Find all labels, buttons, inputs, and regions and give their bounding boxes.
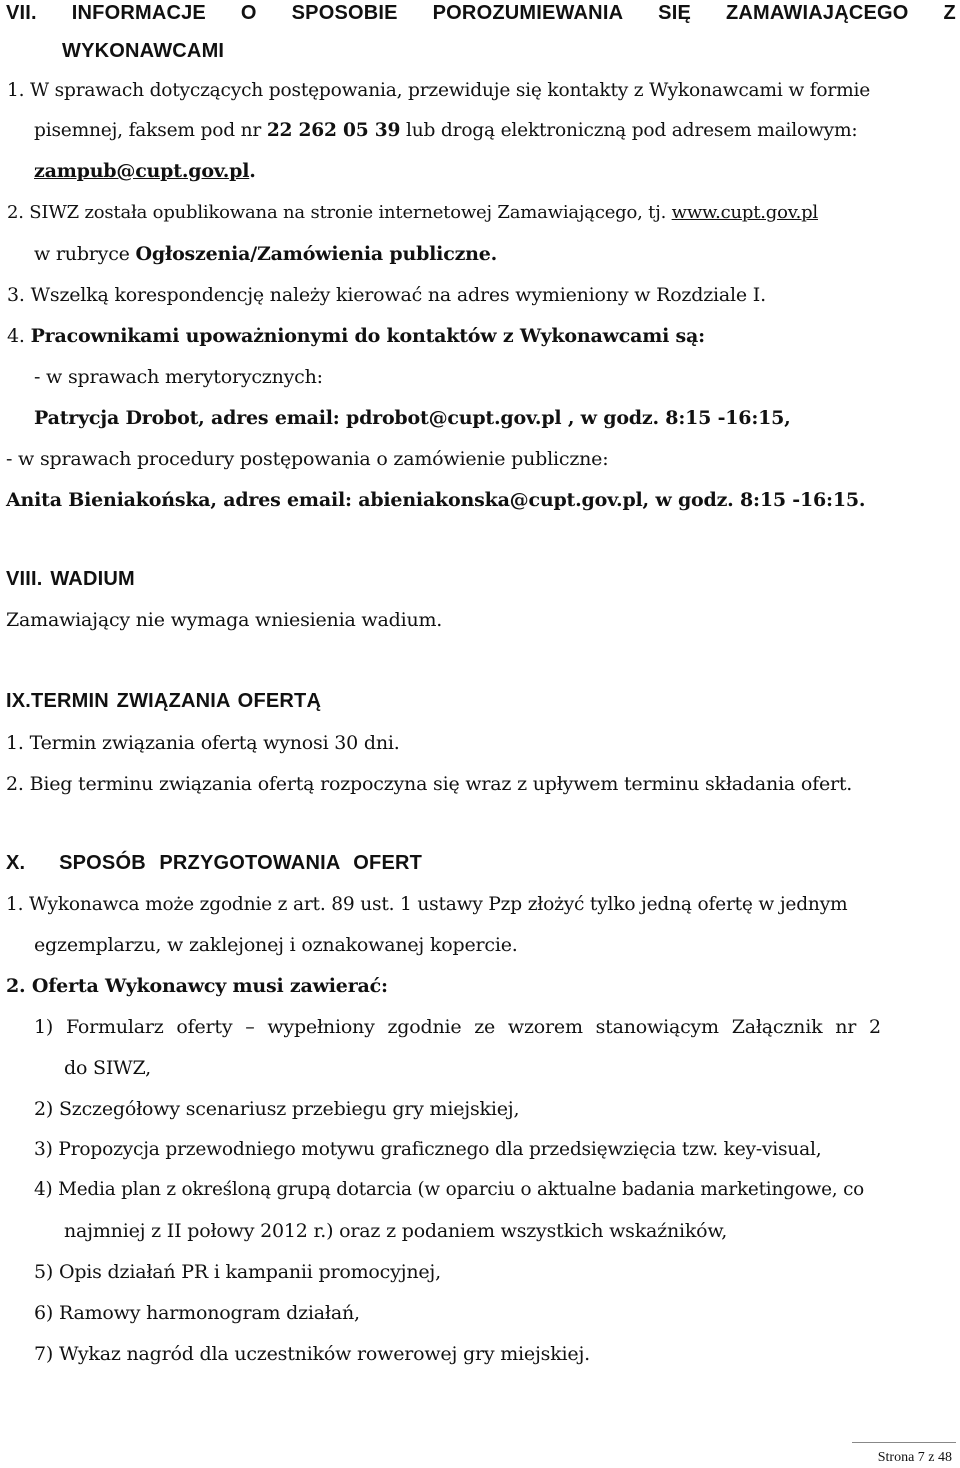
paragraph-7-1-line-2: pisemnej, faksem pod nr 22 262 05 39 lub drogą elektroniczną pod adresem mailowym: (34, 120, 858, 141)
heading-word: O (240, 2, 257, 24)
heading-word: INFORMACJE (71, 2, 206, 24)
paragraph-7-1-line-3: zampub@cupt.gov.pl. (34, 160, 256, 182)
contact-person-1: Patrycja Drobot, adres email: pdrobot@cupt.gov.pl , w godz. 8:15 -16:15, (34, 407, 791, 429)
list-item-4-line-2: najmniej z II połowy 2012 r.) oraz z podaniem wszystkich wskaźników, (64, 1220, 728, 1242)
section-9-paragraph-2: 2. Bieg terminu związania ofertą rozpoczyna się wraz z upływem terminu składania ofert. (6, 773, 853, 795)
paragraph-7-4-sub-2: - w sprawach procedury postępowania o zamówienie publiczne: (6, 448, 609, 470)
heading-word: VII. (6, 2, 37, 24)
section-9-paragraph-1: 1. Termin związania ofertą wynosi 30 dni. (6, 732, 400, 754)
section-10-paragraph-1-line-1: 1. Wykonawca może zgodnie z art. 89 ust. 1 ustawy Pzp złożyć tylko jedną ofertę w jednym (6, 894, 848, 915)
heading-word: Z (943, 2, 956, 24)
section-7-heading (6, 0, 956, 26)
heading-word: SPOSOBIE (291, 2, 398, 24)
paragraph-7-4: 4. Pracownikami upoważnionymi do kontaktów z Wykonawcami są: (7, 325, 705, 347)
website-link[interactable]: www.cupt.gov.pl (671, 202, 818, 223)
section-7-heading-cont: WYKONAWCAMI (62, 40, 225, 62)
list-item-5: 5) Opis działań PR i kampanii promocyjnej, (34, 1261, 441, 1283)
paragraph-7-3: 3. Wszelką korespondencję należy kierować na adres wymieniony w Rozdziale I. (7, 284, 766, 306)
paragraph-7-2-line-2: w rubryce Ogłoszenia/Zamówienia publiczne. (34, 243, 498, 265)
list-item-4-line-1: 4) Media plan z określoną grupą dotarcia (w oparciu o aktualne badania marketingowe, co (34, 1179, 865, 1200)
list-item-1-line-2: do SIWZ, (64, 1057, 151, 1079)
list-item-7: 7) Wykaz nagród dla uczestników rowerowej gry miejskiej. (34, 1343, 590, 1365)
paragraph-7-4-sub-1: - w sprawach merytorycznych: (34, 366, 323, 388)
list-item-1-line-1: 1) Formularz oferty – wypełniony zgodnie ze wzorem stanowiącym Załącznik nr 2 (34, 1016, 881, 1038)
section-10-paragraph-2: 2. Oferta Wykonawcy musi zawierać: (6, 975, 388, 997)
contact-person-2: Anita Bieniakońska, adres email: abieniakonska@cupt.gov.pl, w godz. 8:15 -16:15. (6, 489, 866, 511)
heading-word: ZAMAWIAJĄCEGO (725, 2, 909, 24)
section-10-paragraph-1-line-2: egzemplarzu, w zaklejonej i oznakowanej kopercie. (34, 934, 518, 956)
list-item-3: 3) Propozycja przewodniego motywu graficznego dla przedsięwzięcia tzw. key-visual, (34, 1139, 822, 1160)
heading-word: POROZUMIEWANIA (432, 2, 624, 24)
section-8-heading: VIII. WADIUM (6, 568, 135, 590)
list-item-2: 2) Szczegółowy scenariusz przebiegu gry miejskiej, (34, 1098, 520, 1120)
section-8-text: Zamawiający nie wymaga wniesienia wadium. (6, 609, 443, 631)
section-10-heading: X. SPOSÓB PRZYGOTOWANIA OFERT (6, 852, 423, 874)
paragraph-7-2-line-1: 2. SIWZ została opublikowana na stronie internetowej Zamawiającego, tj. www.cupt.gov.pl (7, 202, 818, 223)
heading-word: SIĘ (658, 2, 691, 24)
page-number: Strona 7 z 48 (877, 1450, 952, 1465)
section-9-heading: IX.TERMIN ZWIĄZANIA OFERTĄ (6, 690, 322, 712)
footer-rule (852, 1442, 956, 1443)
paragraph-7-1-line-1: 1. W sprawach dotyczących postępowania, przewiduje się kontakty z Wykonawcami w formie (7, 80, 871, 101)
list-item-6: 6) Ramowy harmonogram działań, (34, 1302, 360, 1324)
email-link-zampub[interactable]: zampub@cupt.gov.pl (34, 160, 250, 182)
